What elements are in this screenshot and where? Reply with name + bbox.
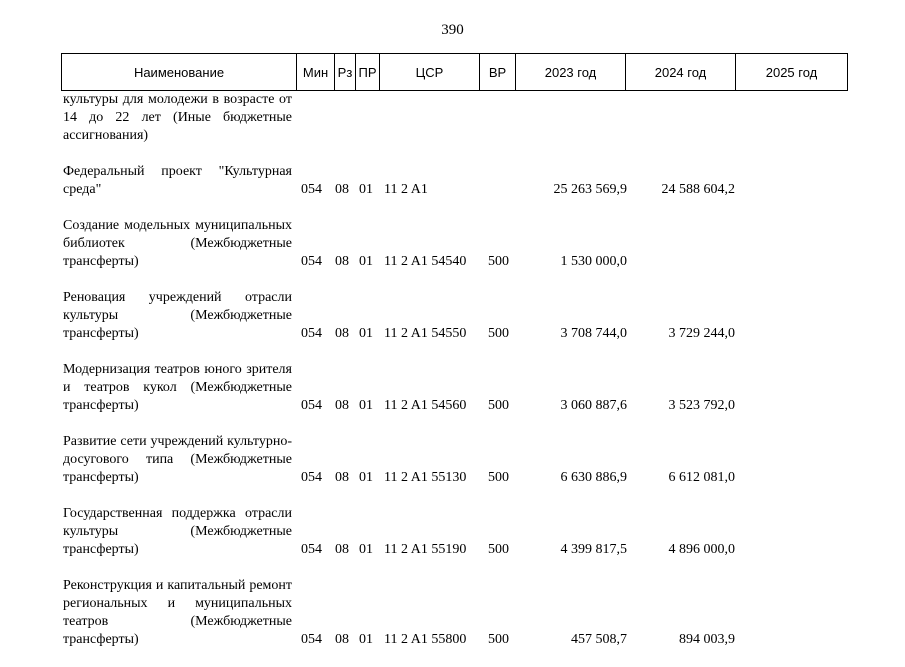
table-header	[61, 53, 848, 91]
row-name: Реконструкция и капитальный ремонт региональных и муниципальных театров (Межбюджетные трансферты)	[63, 578, 292, 647]
row-min: 054	[301, 326, 322, 341]
row-vr: 500	[488, 632, 509, 647]
row-rz: 08	[335, 632, 349, 647]
row-name: культуры для молодежи в возрасте от 14 до 22 лет (Иные бюджетные ассигнования)	[63, 92, 292, 143]
row-min: 054	[301, 542, 322, 557]
row-csr: 11 2 A1 54550	[384, 326, 467, 341]
row-2023: 3 708 744,0	[560, 326, 627, 341]
header-rz: Рз	[335, 54, 356, 91]
table-row	[61, 217, 847, 271]
row-2024: 894 003,9	[679, 632, 735, 647]
header-min: Мин	[297, 54, 335, 91]
row-name: Федеральный проект "Культурная среда"	[63, 164, 292, 197]
row-vr: 500	[488, 470, 509, 485]
table-row	[61, 361, 847, 415]
row-name: Создание модельных муниципальных библиотек (Межбюджетные трансферты)	[63, 218, 292, 269]
row-2024: 3 523 792,0	[668, 398, 735, 413]
row-2023: 3 060 887,6	[560, 398, 627, 413]
row-pr: 01	[359, 398, 373, 413]
table-row	[61, 91, 847, 145]
table-row	[61, 163, 847, 199]
row-2024: 3 729 244,0	[668, 326, 735, 341]
header-pr: ПР	[356, 54, 380, 91]
table-body	[61, 91, 847, 667]
row-rz: 08	[335, 470, 349, 485]
row-pr: 01	[359, 470, 373, 485]
row-2024: 24 588 604,2	[661, 182, 735, 197]
row-2023: 1 530 000,0	[560, 254, 627, 269]
header-2025: 2025 год	[736, 54, 848, 91]
row-rz: 08	[335, 254, 349, 269]
row-csr: 11 2 A1 54540	[384, 254, 467, 269]
row-name: Модернизация театров юного зрителя и театров кукол (Межбюджетные трансферты)	[63, 362, 292, 413]
row-csr: 11 2 A1 54560	[384, 398, 467, 413]
row-csr: 11 2 A1 55130	[384, 470, 467, 485]
row-rz: 08	[335, 182, 349, 197]
row-name: Государственная поддержка отрасли культуры (Межбюджетные трансферты)	[63, 506, 292, 557]
row-pr: 01	[359, 254, 373, 269]
header-name: Наименование	[62, 54, 297, 91]
row-2023: 25 263 569,9	[553, 182, 627, 197]
row-2023: 4 399 817,5	[560, 542, 627, 557]
page-number: 390	[441, 22, 464, 38]
row-rz: 08	[335, 398, 349, 413]
row-pr: 01	[359, 542, 373, 557]
table-row	[61, 505, 847, 559]
row-2023: 6 630 886,9	[560, 470, 627, 485]
row-csr: 11 2 A1	[384, 182, 428, 197]
header-vr: ВР	[480, 54, 516, 91]
row-min: 054	[301, 398, 322, 413]
row-min: 054	[301, 254, 322, 269]
row-name: Развитие сети учреждений культурно-досугового типа (Межбюджетные трансферты)	[63, 434, 292, 485]
table-row	[61, 289, 847, 343]
row-pr: 01	[359, 632, 373, 647]
row-2023: 457 508,7	[571, 632, 627, 647]
row-vr: 500	[488, 326, 509, 341]
row-rz: 08	[335, 542, 349, 557]
row-2024: 4 896 000,0	[668, 542, 735, 557]
table-row	[61, 577, 847, 649]
row-name: Реновация учреждений отрасли культуры (Межбюджетные трансферты)	[63, 290, 292, 341]
row-min: 054	[301, 632, 322, 647]
header-2023: 2023 год	[516, 54, 626, 91]
table-row	[61, 433, 847, 487]
row-pr: 01	[359, 326, 373, 341]
row-csr: 11 2 A1 55800	[384, 632, 467, 647]
header-csr: ЦСР	[380, 54, 480, 91]
row-vr: 500	[488, 542, 509, 557]
row-min: 054	[301, 470, 322, 485]
row-min: 054	[301, 182, 322, 197]
header-2024: 2024 год	[626, 54, 736, 91]
row-vr: 500	[488, 398, 509, 413]
row-rz: 08	[335, 326, 349, 341]
row-csr: 11 2 A1 55190	[384, 542, 467, 557]
row-2024: 6 612 081,0	[668, 470, 735, 485]
row-vr: 500	[488, 254, 509, 269]
row-pr: 01	[359, 182, 373, 197]
